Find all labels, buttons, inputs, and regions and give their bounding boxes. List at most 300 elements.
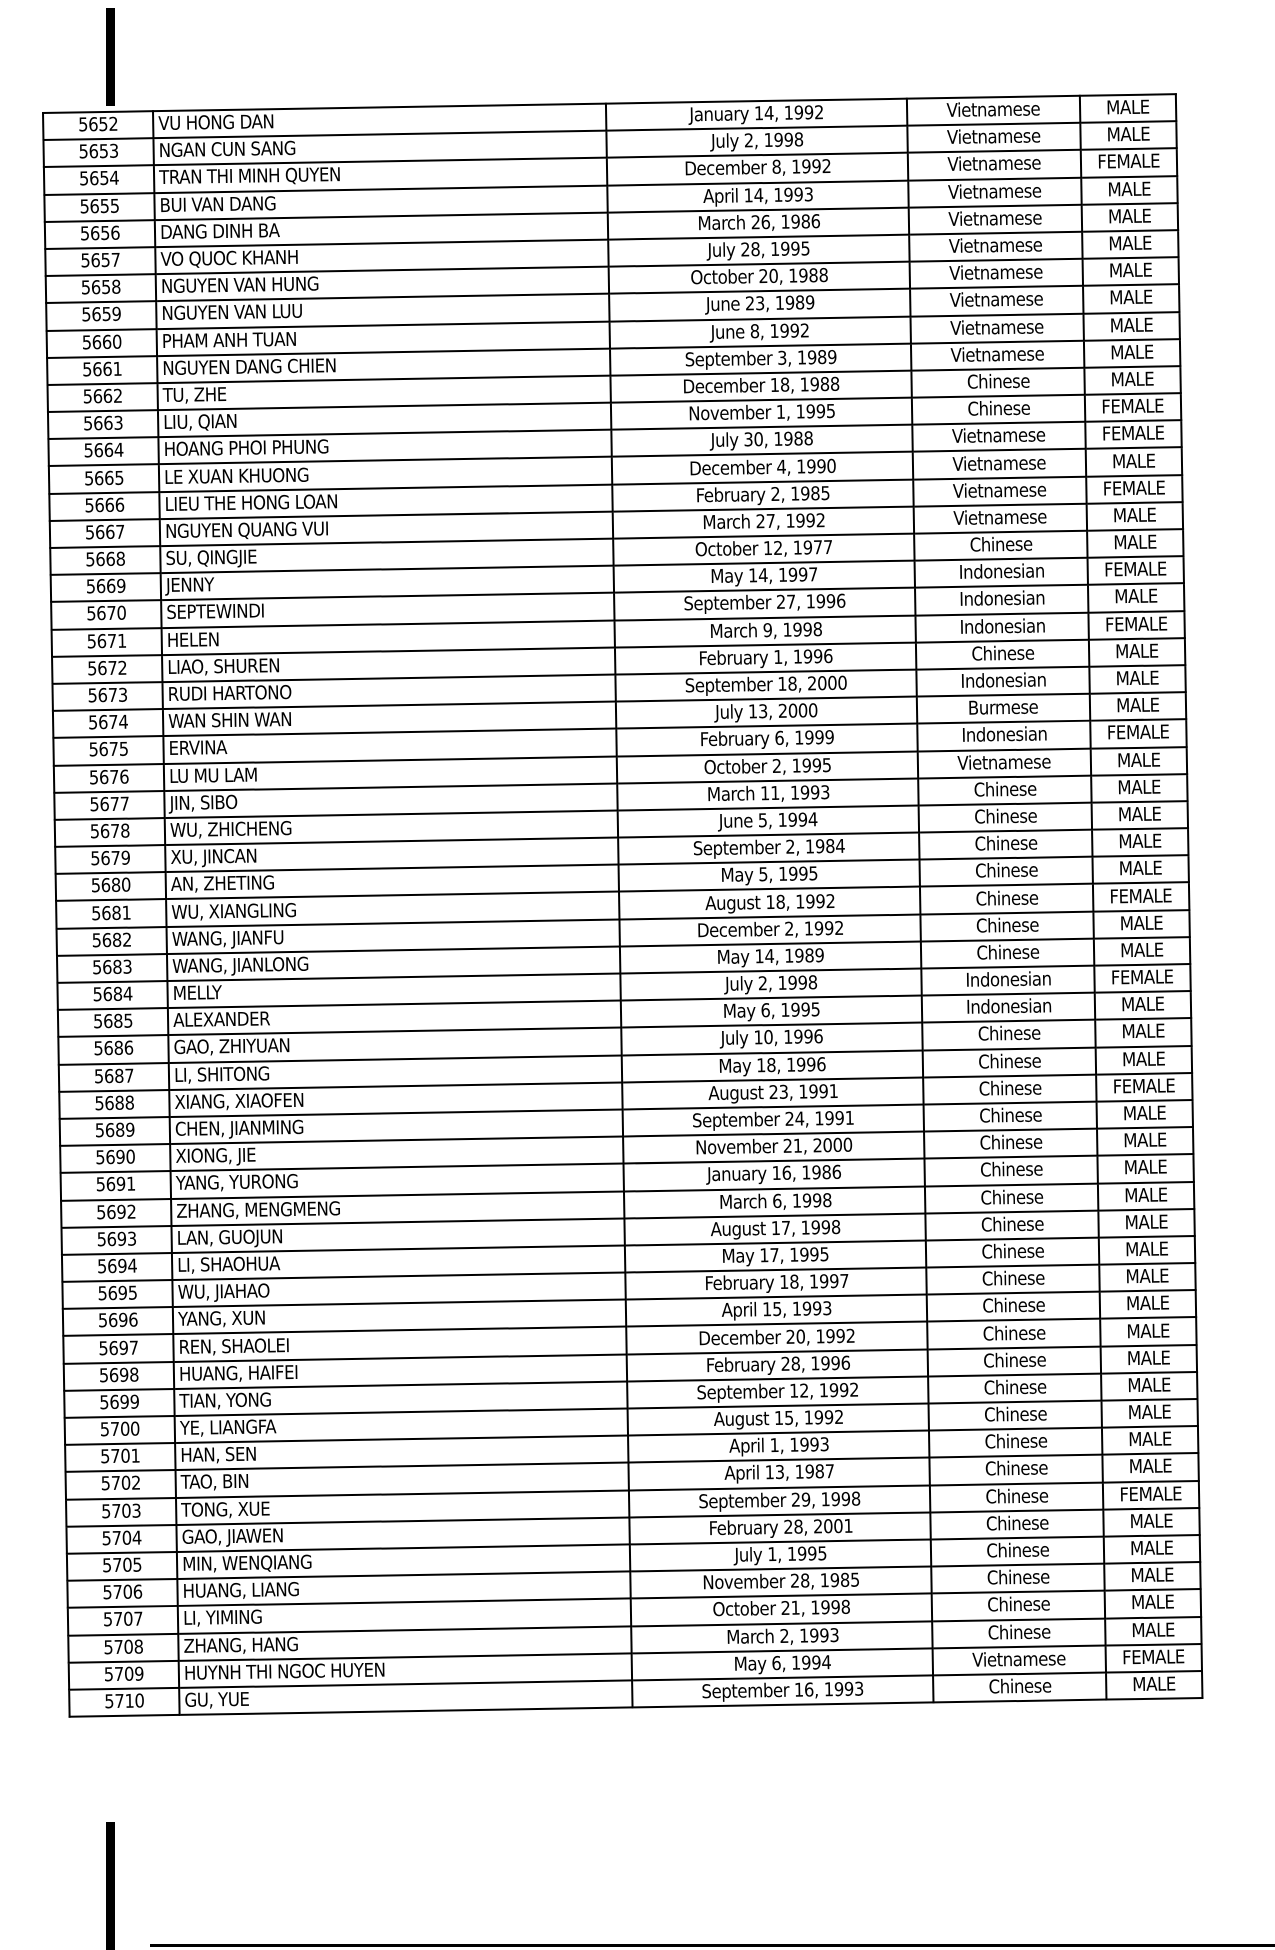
nationality: Chinese: [969, 533, 1033, 557]
record-number-cell: [49, 492, 160, 521]
person-name: PHAM ANH TUAN: [161, 328, 298, 353]
date-of-birth: March 9, 1998: [708, 618, 823, 643]
record-number-cell: [60, 1117, 171, 1146]
person-name: XU, JINCAN: [170, 845, 258, 870]
date-of-birth: June 5, 1994: [718, 809, 819, 833]
date-of-birth: July 28, 1995: [707, 238, 811, 263]
gender: MALE: [1130, 1591, 1175, 1615]
gender: MALE: [1107, 205, 1152, 229]
nationality: Chinese: [966, 370, 1030, 394]
nationality-cell: [914, 531, 1087, 561]
gender: MALE: [1123, 1156, 1168, 1180]
date-of-birth: March 26, 1986: [696, 210, 821, 235]
record-number-cell: [60, 1144, 171, 1173]
gender: MALE: [1122, 1102, 1167, 1126]
record-number: 5663: [82, 412, 124, 436]
gender: MALE: [1119, 912, 1164, 935]
person-name: HELEN: [166, 628, 221, 652]
record-number: 5686: [93, 1038, 135, 1061]
date-of-birth: December 4, 1990: [688, 455, 837, 480]
records-table-wrapper: [42, 93, 1203, 1718]
record-number: 5708: [103, 1636, 145, 1659]
gender-cell: [1084, 366, 1181, 395]
person-name: NGUYEN VAN LUU: [161, 301, 304, 326]
record-number-cell: [66, 1470, 177, 1499]
record-number-cell: [62, 1253, 173, 1282]
gender-cell: [1089, 638, 1186, 667]
nationality: Chinese: [973, 778, 1037, 802]
gender: FEMALE: [1104, 558, 1168, 582]
gender: FEMALE: [1101, 395, 1165, 419]
gender-cell: [1082, 257, 1179, 286]
date-of-birth: September 2, 1984: [692, 835, 846, 861]
nationality-cell: [908, 177, 1081, 207]
record-number: 5670: [86, 603, 127, 626]
date-of-birth: September 24, 1991: [692, 1107, 856, 1133]
record-number: 5694: [96, 1255, 138, 1279]
record-number: 5654: [78, 168, 120, 191]
nationality: Chinese: [983, 1430, 1048, 1454]
gender-cell: [1089, 665, 1186, 694]
gender-cell: [1099, 1236, 1196, 1265]
record-number: 5689: [94, 1119, 136, 1143]
record-number: 5703: [100, 1500, 142, 1523]
gender: MALE: [1112, 504, 1157, 528]
nationality: Chinese: [982, 1322, 1046, 1346]
gender: MALE: [1107, 178, 1152, 202]
person-name: SU, QINGJIE: [165, 546, 258, 571]
record-number: 5698: [98, 1364, 140, 1387]
gender-cell: [1105, 1616, 1202, 1645]
nationality: Vietnamese: [950, 316, 1045, 340]
nationality: Vietnamese: [953, 506, 1048, 530]
record-number-cell: [69, 1688, 180, 1717]
record-number-cell: [51, 600, 162, 629]
person-name: HUANG, LIANG: [182, 1579, 301, 1604]
nationality-cell: [908, 123, 1081, 153]
nationality-cell: [927, 1265, 1100, 1295]
date-of-birth: July 13, 2000: [715, 700, 819, 725]
gender: FEMALE: [1112, 1075, 1176, 1099]
gender-cell: [1103, 1535, 1200, 1564]
gender-cell: [1092, 828, 1189, 857]
gender: MALE: [1128, 1428, 1173, 1452]
record-number-cell: [61, 1199, 172, 1228]
nationality-cell: [917, 667, 1090, 697]
date-of-birth: May 6, 1995: [722, 999, 821, 1024]
person-name: REN, SHAOLEI: [178, 1334, 291, 1359]
record-number-cell: [54, 764, 165, 793]
record-number: 5676: [88, 766, 130, 789]
gender-cell: [1101, 1399, 1198, 1428]
record-number-cell: [47, 329, 158, 358]
nationality: Chinese: [973, 805, 1038, 829]
record-number-cell: [45, 247, 156, 276]
nationality: Vietnamese: [947, 125, 1042, 150]
gender-cell: [1103, 1481, 1200, 1510]
gender: MALE: [1126, 1319, 1171, 1343]
date-of-birth: August 15, 1992: [713, 1406, 844, 1432]
record-number-cell: [63, 1307, 174, 1336]
gender: FEMALE: [1102, 477, 1166, 501]
record-number: 5707: [102, 1608, 144, 1632]
record-number: 5671: [86, 630, 128, 653]
record-number-cell: [55, 818, 166, 847]
nationality-cell: [925, 1183, 1098, 1213]
nationality: Chinese: [977, 1023, 1041, 1047]
gender: MALE: [1120, 993, 1165, 1017]
date-of-birth: October 2, 1995: [703, 754, 833, 779]
person-name: ALEXANDER: [173, 1008, 271, 1033]
gender: MALE: [1108, 232, 1153, 256]
nationality-cell: [931, 1509, 1104, 1539]
nationality-cell: [924, 1129, 1097, 1159]
date-of-birth: July 30, 1988: [710, 428, 815, 453]
date-of-birth: March 6, 1998: [718, 1189, 832, 1214]
nationality: Chinese: [985, 1512, 1049, 1536]
record-number: 5684: [92, 983, 134, 1007]
person-name: LI, SHAOHUA: [177, 1253, 281, 1277]
nationality: Vietnamese: [952, 451, 1047, 476]
gender: FEMALE: [1119, 1482, 1183, 1506]
date-of-birth: March 27, 1992: [701, 509, 826, 535]
gender: MALE: [1110, 368, 1155, 392]
record-number-cell: [44, 166, 155, 195]
record-number-cell: [51, 573, 162, 602]
date-of-birth: September 27, 1996: [683, 591, 847, 616]
person-name: MIN, WENQIANG: [182, 1551, 313, 1576]
record-number-cell: [58, 1035, 169, 1064]
nationality-cell: [922, 993, 1095, 1023]
record-number-cell: [48, 437, 159, 466]
person-name: HUYNH THI NGOC HUYEN: [184, 1659, 386, 1685]
nationality-cell: [916, 612, 1089, 642]
gender-cell: [1102, 1453, 1199, 1482]
date-of-birth: April 15, 1993: [721, 1298, 833, 1323]
nationality-cell: [921, 938, 1094, 968]
scan-binding-mark-bottom: [106, 1822, 115, 1950]
record-number: 5667: [84, 521, 126, 545]
nationality-cell: [916, 639, 1089, 669]
date-of-birth: December 18, 1988: [682, 373, 841, 399]
gender-cell: [1088, 611, 1185, 640]
record-number: 5704: [101, 1527, 143, 1551]
record-number-cell: [52, 682, 163, 711]
gender: MALE: [1127, 1374, 1172, 1398]
date-of-birth: June 8, 1992: [710, 319, 811, 344]
gender-cell: [1080, 121, 1177, 150]
nationality-cell: [910, 286, 1083, 316]
record-number: 5658: [80, 276, 122, 300]
date-of-birth-cell: [633, 1675, 934, 1707]
gender: MALE: [1118, 857, 1163, 881]
record-number-cell: [62, 1280, 173, 1309]
record-number-cell: [66, 1525, 177, 1554]
record-number-cell: [58, 1008, 169, 1037]
person-name: GU, YUE: [184, 1688, 250, 1712]
date-of-birth: August 23, 1991: [707, 1080, 839, 1105]
person-name: TAO, BIN: [180, 1471, 250, 1495]
record-number: 5701: [100, 1445, 141, 1469]
person-name: YANG, YURONG: [175, 1171, 300, 1196]
record-number-cell: [61, 1226, 172, 1255]
gender-cell: [1104, 1589, 1201, 1618]
gender: MALE: [1127, 1401, 1172, 1425]
date-of-birth: July 10, 1996: [720, 1026, 824, 1051]
nationality-cell: [929, 1401, 1102, 1431]
gender: MALE: [1130, 1564, 1175, 1588]
date-of-birth: September 18, 2000: [684, 672, 848, 698]
person-name: HAN, SEN: [180, 1443, 258, 1468]
nationality-cell: [918, 721, 1091, 751]
nationality: Chinese: [978, 1104, 1042, 1128]
record-number: 5682: [91, 929, 133, 953]
nationality: Chinese: [979, 1158, 1043, 1183]
nationality-cell: [922, 966, 1095, 996]
record-number-cell: [56, 872, 167, 901]
gender: MALE: [1128, 1455, 1173, 1479]
record-number: 5706: [102, 1581, 144, 1605]
nationality: Chinese: [986, 1593, 1051, 1617]
nationality: Burmese: [968, 696, 1039, 720]
nationality-cell: [921, 911, 1094, 941]
date-of-birth: September 3, 1989: [684, 346, 838, 372]
nationality: Chinese: [975, 914, 1039, 938]
gender-cell: [1083, 312, 1180, 341]
record-number: 5691: [95, 1173, 137, 1197]
gender: MALE: [1132, 1673, 1177, 1697]
gender-cell: [1099, 1290, 1196, 1319]
person-name: NGUYEN QUANG VUI: [165, 518, 330, 543]
date-of-birth: October 21, 1998: [712, 1597, 852, 1622]
person-name: XIONG, JIE: [175, 1144, 257, 1169]
nationality-cell: [924, 1102, 1097, 1132]
person-name: LIEU THE HONG LOAN: [164, 490, 339, 516]
record-number: 5677: [89, 793, 131, 817]
gender: MALE: [1109, 287, 1154, 310]
nationality: Vietnamese: [949, 288, 1044, 313]
gender-cell: [1100, 1317, 1197, 1346]
gender-cell: [1088, 584, 1185, 613]
gender-cell: [1097, 1127, 1194, 1156]
nationality: Chinese: [987, 1621, 1051, 1645]
nationality-cell: [915, 585, 1088, 615]
nationality: Chinese: [980, 1240, 1045, 1264]
date-of-birth: August 18, 1992: [704, 890, 836, 915]
record-number-cell: [44, 193, 155, 222]
gender-cell: [1090, 719, 1187, 748]
record-number: 5681: [91, 902, 132, 925]
nationality: Chinese: [974, 859, 1038, 883]
gender: MALE: [1118, 830, 1163, 854]
record-number: 5695: [97, 1282, 139, 1306]
gender-cell: [1104, 1562, 1201, 1591]
nationality: Chinese: [984, 1457, 1048, 1482]
record-number-cell: [59, 1063, 170, 1092]
nationality: Vietnamese: [947, 180, 1042, 204]
gender-cell: [1091, 774, 1188, 803]
record-number: 5668: [85, 548, 126, 572]
gender-cell: [1081, 203, 1178, 232]
record-number-cell: [56, 899, 167, 928]
record-number-cell: [52, 628, 163, 657]
record-number-cell: [57, 927, 168, 956]
record-number-cell: [61, 1171, 172, 1200]
date-of-birth: May 14, 1989: [716, 945, 826, 969]
record-number-cell: [55, 845, 166, 874]
record-number: 5700: [99, 1418, 141, 1442]
nationality: Chinese: [978, 1131, 1043, 1155]
gender: MALE: [1126, 1347, 1171, 1370]
person-name: JENNY: [165, 574, 215, 598]
person-name: BUI VAN DANG: [159, 192, 277, 217]
person-name: VO QUOC KHANH: [160, 246, 300, 272]
gender-cell: [1094, 937, 1191, 966]
nationality: Chinese: [983, 1403, 1047, 1427]
gender-cell: [1082, 230, 1179, 259]
gender-cell: [1100, 1345, 1197, 1374]
record-number-cell: [69, 1661, 180, 1690]
date-of-birth: January 14, 1992: [689, 102, 825, 127]
person-name: JIN, SIBO: [169, 791, 239, 815]
record-number: 5662: [82, 385, 124, 409]
nationality: Indonesian: [964, 968, 1052, 992]
gender: MALE: [1124, 1211, 1169, 1234]
record-number: 5656: [79, 222, 121, 246]
nationality-cell: [915, 558, 1088, 588]
nationality-cell: [919, 830, 1092, 860]
record-number: 5690: [95, 1146, 136, 1170]
gender-cell: [1084, 339, 1181, 368]
gender-cell: [1085, 420, 1182, 449]
record-number-cell: [67, 1579, 178, 1608]
nationality-cell: [925, 1156, 1098, 1186]
date-of-birth: October 20, 1988: [690, 265, 829, 290]
date-of-birth: September 29, 1998: [698, 1488, 862, 1513]
nationality: Vietnamese: [952, 479, 1047, 503]
record-number: 5709: [103, 1663, 145, 1686]
record-number: 5710: [104, 1690, 145, 1714]
gender-cell: [1106, 1671, 1203, 1700]
nationality: Vietnamese: [948, 234, 1043, 259]
record-number: 5665: [83, 467, 125, 490]
date-of-birth: May 5, 1995: [720, 863, 819, 888]
gender: FEMALE: [1106, 721, 1170, 745]
person-name: AN, ZHETING: [170, 872, 276, 897]
gender: MALE: [1115, 694, 1160, 718]
date-of-birth: March 2, 1993: [725, 1624, 840, 1649]
date-of-birth: February 28, 2001: [707, 1515, 854, 1540]
nationality-cell: [926, 1238, 1099, 1268]
person-name: CHEN, JIANMING: [174, 1116, 305, 1141]
date-of-birth: November 21, 2000: [695, 1134, 854, 1160]
gender-cell: [1093, 883, 1190, 912]
gender: FEMALE: [1110, 966, 1174, 990]
nationality: Indonesian: [959, 669, 1047, 693]
gender: MALE: [1116, 749, 1161, 772]
gender-cell: [1095, 1046, 1192, 1075]
nationality-cell: [932, 1618, 1105, 1648]
nationality-cell: [914, 504, 1087, 534]
date-of-birth: February 6, 1999: [699, 727, 835, 752]
gender: MALE: [1106, 123, 1151, 147]
nationality-cell: [928, 1346, 1101, 1376]
record-number: 5680: [90, 874, 132, 898]
gender: MALE: [1123, 1184, 1168, 1207]
nationality-cell: [911, 340, 1084, 370]
person-name: TRAN THI MINH QUYEN: [159, 164, 342, 190]
person-name: SEPTEWINDI: [166, 600, 266, 625]
gender-cell: [1086, 502, 1183, 531]
person-name: NGUYEN VAN HUNG: [161, 273, 320, 299]
record-number-cell: [54, 791, 165, 820]
nationality-cell: [918, 748, 1091, 778]
gender: MALE: [1131, 1619, 1176, 1642]
person-name: TU, ZHE: [162, 383, 228, 407]
nationality: Chinese: [983, 1376, 1047, 1400]
nationality: Indonesian: [958, 615, 1046, 639]
gender: MALE: [1117, 776, 1162, 800]
person-name: LIAO, SHUREN: [167, 654, 281, 679]
nationality-cell: [930, 1455, 1103, 1485]
date-of-birth: May 6, 1994: [733, 1651, 832, 1676]
date-of-birth: March 11, 1993: [706, 781, 831, 806]
gender-cell: [1098, 1182, 1195, 1211]
gender: MALE: [1115, 667, 1160, 691]
gender-cell: [1083, 284, 1180, 313]
record-number-cell: [63, 1334, 174, 1363]
record-number: 5692: [95, 1201, 137, 1224]
record-number: 5652: [77, 113, 119, 137]
nationality-cell: [932, 1591, 1105, 1621]
gender: MALE: [1114, 586, 1159, 609]
record-number: 5657: [80, 249, 122, 273]
record-number-cell: [49, 465, 160, 494]
record-number-cell: [68, 1606, 179, 1635]
gender: MALE: [1129, 1510, 1174, 1534]
nationality-cell: [922, 1020, 1095, 1050]
gender: MALE: [1108, 259, 1153, 283]
gender: MALE: [1105, 96, 1150, 120]
gender-cell: [1097, 1154, 1194, 1183]
person-name: LIU, QIAN: [163, 410, 239, 435]
nationality-cell: [920, 857, 1093, 887]
nationality-cell: [929, 1428, 1102, 1458]
nationality: Vietnamese: [948, 207, 1043, 231]
date-of-birth: November 1, 1995: [687, 401, 836, 426]
nationality: Vietnamese: [946, 98, 1041, 123]
person-name: LAN, GUOJUN: [176, 1225, 284, 1250]
nationality-cell: [926, 1210, 1099, 1240]
gender-cell: [1080, 149, 1177, 178]
record-number: 5696: [97, 1309, 139, 1333]
records-table: [42, 93, 1203, 1718]
person-name: TONG, XUE: [181, 1498, 271, 1522]
gender-cell: [1085, 448, 1182, 477]
person-name: NGUYEN DANG CHIEN: [162, 354, 338, 380]
nationality-cell: [923, 1074, 1096, 1104]
person-name: ZHANG, HANG: [183, 1633, 300, 1658]
record-number: 5688: [94, 1092, 135, 1116]
person-name: YE, LIANGFA: [179, 1416, 277, 1440]
nationality: Chinese: [978, 1077, 1042, 1101]
record-number: 5673: [87, 684, 129, 708]
gender: MALE: [1119, 939, 1164, 963]
nationality-cell: [931, 1537, 1104, 1567]
date-of-birth: July 2, 1998: [724, 972, 819, 996]
gender: FEMALE: [1097, 150, 1161, 174]
date-of-birth: May 18, 1996: [718, 1053, 827, 1078]
